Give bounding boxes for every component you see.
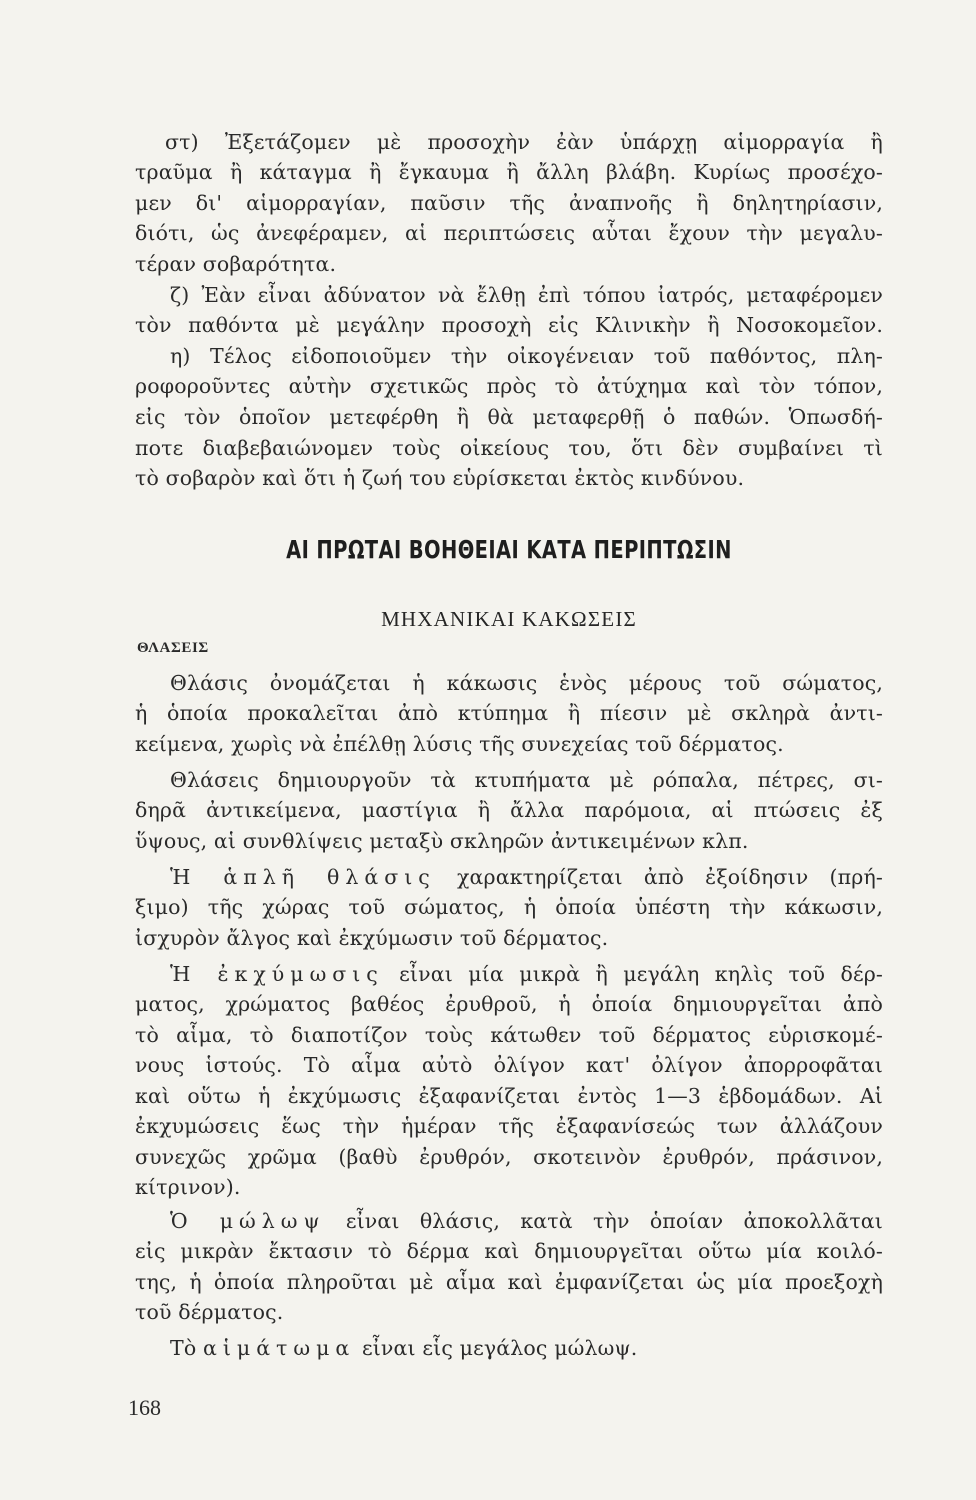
section-heading: ΜΗΧΑΝΙΚΑΙ ΚΑΚΩΣΕΙΣ bbox=[381, 607, 637, 631]
text-line: ξιμο) τῆς χώρας τοῦ σώματος, ἡ ὁποία ὑπέστη τὴν κάκωσιν, bbox=[135, 895, 883, 919]
text-line: ποτε διαβεβαιώνομεν τοὺς οἰκείους του, ὅτι δὲν συμβαίνει τὶ bbox=[135, 436, 883, 460]
text-line: τέραν σοβαρότητα. bbox=[135, 252, 337, 276]
text-line: Θλάσις ὀνομάζεται ἡ κάκωσις ἑνὸς μέρους τοῦ σώματος, bbox=[170, 671, 883, 695]
text-line: ὕψους, αἱ συνθλίψεις μεταξὺ σκληρῶν ἀντικειμένων κλπ. bbox=[135, 829, 749, 853]
text-line: συνεχῶς χρῶμα (βαθὺ ἐρυθρόν, σκοτεινὸν ἐρυθρόν, πράσινον, bbox=[135, 1145, 883, 1169]
lead-word: Τὸ bbox=[170, 1336, 197, 1360]
text-line: καὶ οὕτω ἡ ἐκχύμωσις ἐξαφανίζεται ἐντὸς 1—3 ἑβδομάδων. Αἱ bbox=[135, 1084, 883, 1108]
spaced-term: Ἡ ἁπλῆ θλάσις bbox=[170, 865, 436, 889]
text-line: διότι, ὡς ἀνεφέραμεν, αἱ περιπτώσεις αὗται ἔχουν τὴν μεγαλυ- bbox=[135, 221, 883, 245]
line-rest: εἶναι μία μικρὰ ἢ μεγάλη κηλὶς τοῦ δέρ- bbox=[399, 962, 883, 986]
text-line: τὸ σοβαρὸν καὶ ὅτι ἡ ζωή του εὑρίσκεται ἐκτὸς κινδύνου. bbox=[135, 466, 745, 490]
text-line: τραῦμα ἢ κάταγμα ἢ ἔγκαυμα ἢ ἄλλη βλάβη. Κυρίως προσέχο- bbox=[135, 160, 883, 184]
text-line: ἰσχυρὸν ἄλγος καὶ ἐκχύμωσιν τοῦ δέρματος. bbox=[135, 926, 609, 950]
text-line: ματος, χρώματος βαθέος ἐρυθροῦ, ἡ ὁποία δημιουργεῖται ἀπὸ bbox=[135, 992, 883, 1016]
page-number: 168 bbox=[128, 1395, 161, 1420]
text-line: ζ) Ἐὰν εἶναι ἀδύνατον νὰ ἔλθῃ ἐπὶ τόπου ἰατρός, μεταφέρομεν bbox=[170, 283, 883, 307]
text-line: εἰς μικρὰν ἔκτασιν τὸ δέρμα καὶ δημιουργεῖται οὕτω μία κοιλό- bbox=[135, 1239, 883, 1263]
text-line: της, ἡ ὁποία πληροῦται μὲ αἷμα καὶ ἐμφανίζεται ὡς μία προεξοχὴ bbox=[135, 1270, 883, 1294]
text-line bbox=[135, 1335, 883, 1361]
line-rest: εἶναι εἷς μεγάλος μώλωψ. bbox=[361, 1336, 638, 1360]
text-line: στ) Ἐξετάζομεν μὲ προσοχὴν ἐὰν ὑπάρχῃ αἱμορραγία ἢ bbox=[165, 130, 883, 154]
line-rest: εἶναι θλάσις, κατὰ τὴν ὁποίαν ἀποκολλᾶται bbox=[345, 1209, 883, 1233]
text-line: η) Τέλος εἰδοποιοῦμεν τὴν οἰκογένειαν τοῦ παθόντος, πλη- bbox=[170, 344, 883, 368]
text-line: μεν δι' αἱμορραγίαν, παῦσιν τῆς ἀναπνοῆς ἢ δηλητηρίασιν, bbox=[135, 191, 883, 215]
spaced-term: αἱμάτωμα bbox=[203, 1336, 356, 1360]
text-line bbox=[135, 961, 883, 987]
text-line: δηρᾶ ἀντικείμενα, μαστίγια ἢ ἄλλα παρόμοια, αἱ πτώσεις ἐξ bbox=[135, 798, 883, 822]
text-line: κείμενα, χωρὶς νὰ ἐπέλθῃ λύσις τῆς συνεχείας τοῦ δέρματος. bbox=[135, 732, 784, 756]
text-line: τοῦ δέρματος. bbox=[135, 1300, 284, 1324]
subsection-label: ΘΛΑΣΕΙΣ bbox=[137, 640, 209, 656]
text-line: νους ἱστούς. Τὸ αἷμα αὐτὸ ὀλίγον κατ' ὀλίγον ἀπορροφᾶται bbox=[135, 1053, 883, 1077]
text-line: ἡ ὁποία προκαλεῖται ἀπὸ κτύπημα ἢ πίεσιν μὲ σκληρὰ ἀντι- bbox=[135, 701, 883, 725]
text-line: ἐκχυμώσεις ἕως τὴν ἡμέραν τῆς ἐξαφανίσεώς των ἀλλάζουν bbox=[135, 1114, 883, 1138]
text-line bbox=[135, 1208, 883, 1234]
chapter-heading: ΑΙ ΠΡΩΤΑΙ ΒΟΗΘΕΙΑΙ ΚΑΤΑ ΠΕΡΙΠΤΩΣΙΝ bbox=[286, 535, 732, 564]
text-line: Θλάσεις δημιουργοῦν τὰ κτυπήματα μὲ ρόπαλα, πέτρες, σι- bbox=[170, 768, 883, 792]
text-line: κίτρινον). bbox=[135, 1175, 241, 1199]
text-line bbox=[135, 864, 883, 890]
text-line: εἰς τὸν ὁποῖον μετεφέρθη ἢ θὰ μεταφερθῇ ὁ παθών. Ὁπωσδή- bbox=[135, 405, 883, 429]
line-rest: χαρακτηρίζεται ἀπὸ ἐξοίδησιν (πρή- bbox=[456, 865, 884, 889]
text-line: ροφοροῦντες αὐτὴν σχετικῶς πρὸς τὸ ἀτύχημα καὶ τὸν τόπον, bbox=[135, 374, 883, 398]
text-line: τὸ αἷμα, τὸ διαποτίζον τοὺς κάτωθεν τοῦ δέρματος εὑρισκομέ- bbox=[135, 1023, 883, 1047]
text-line: τὸν παθόντα μὲ μεγάλην προσοχὴ εἰς Κλινικὴν ἢ Νοσοκομεῖον. bbox=[135, 313, 883, 337]
spaced-term: Ἡ ἐκχύμωσις bbox=[170, 962, 384, 986]
spaced-term: Ὁ μώλωψ bbox=[170, 1209, 326, 1233]
